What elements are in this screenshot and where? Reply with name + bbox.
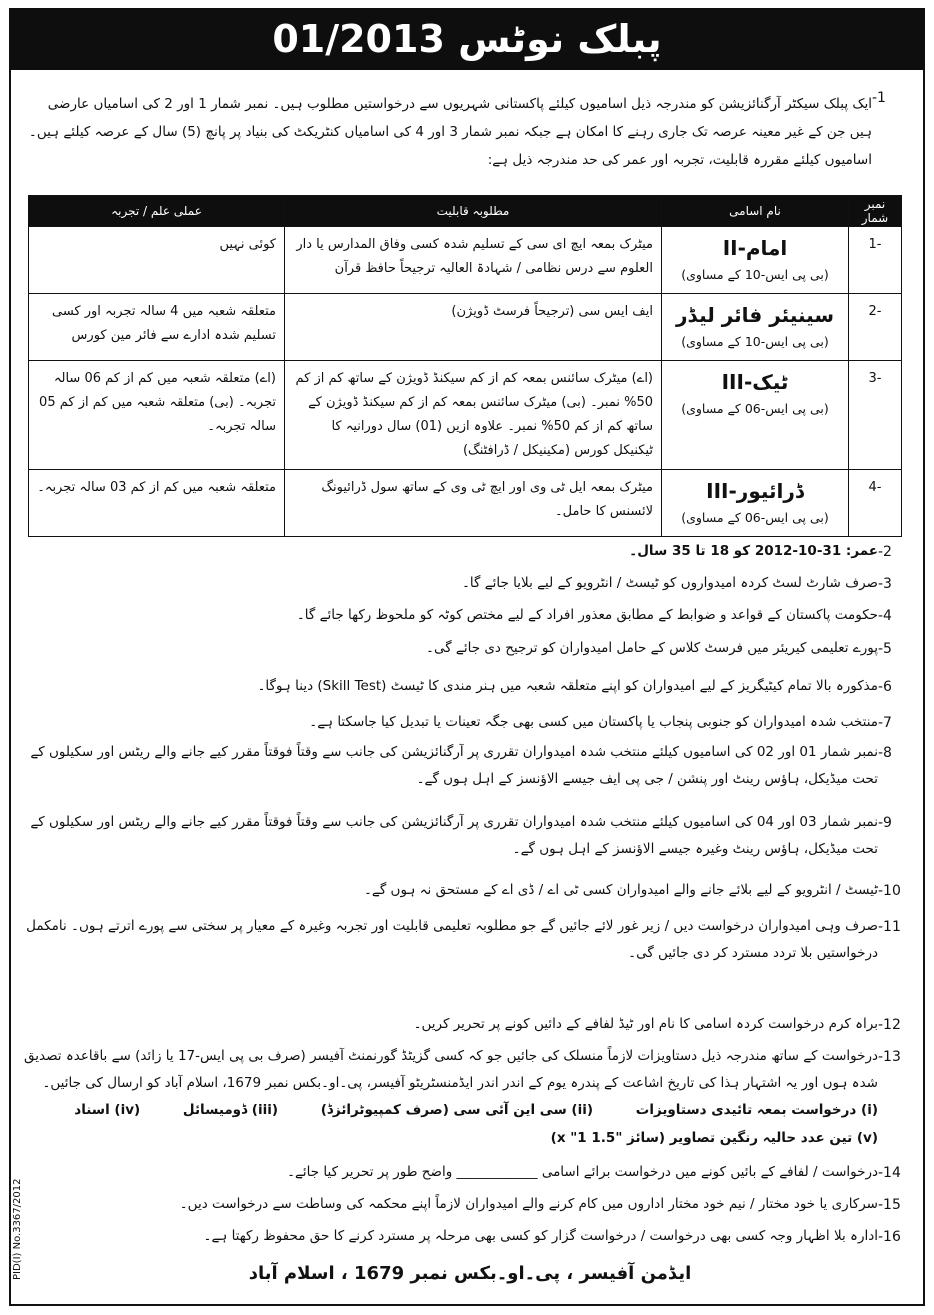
item-number: -4 xyxy=(878,608,892,624)
list-item: صرف وہی امیدواران درخواست دیں / زیر غور لائے جائیں گے جو مطلوبہ تعلیمی قابلیت اور تجربہ وغیرہ کے معیار پر سختی سے پورے اترتے ہوں۔ نامکمل درخواستیں بلا تردد مسترد کر دی جائیں گی۔ xyxy=(26,918,878,961)
table-row xyxy=(29,361,902,470)
list-item: نمبر شمار 01 اور 02 کی اسامیوں کیلئے منتخب شدہ امیدواران تقرری پر آرگنائزیشن کی جانب سے وقتاً فوقتاً مقرر کیے جانے والے ریٹس اور سکیلوں کے تحت میڈیکل، ہاؤس رینٹ اور پنشن / جی پی ایف جیسے الاؤنسز کے اہل ہوں گے۔ xyxy=(30,744,878,787)
notice-title: پبلک نوٹس 01/2013 xyxy=(9,8,925,70)
item-number: -11 xyxy=(878,919,901,935)
post-qualification: (اے) میٹرک سائنس بمعہ کم از کم سیکنڈ ڈویژن کے ساتھ کم از کم 50% نمبر۔ (بی) میٹرک سائنس بمعہ کم از کم سیکنڈ ڈویژن کے ساتھ کم از کم 50% نمبر۔ علاوہ ازیں (01) سال دورانیہ کا ٹیکنیکل کورس (مکینیکل / ڈرافٹنگ) xyxy=(285,361,662,470)
post-experience: کوئی نہیں xyxy=(29,227,285,294)
document-iv: (iv) اسناد xyxy=(74,1102,141,1118)
documents-list-2 xyxy=(22,1124,878,1152)
post-experience: (اے) متعلقہ شعبہ میں کم از کم 06 سالہ تجربہ۔ (بی) متعلقہ شعبہ میں کم از کم 05 سالہ تجربہ۔ xyxy=(29,361,285,470)
item-number: -12 xyxy=(878,1017,901,1033)
document-v: (v) تین عدد حالیہ رنگین تصاویر (سائز "1.5 x "1) xyxy=(550,1130,878,1146)
item-number: -16 xyxy=(878,1229,901,1245)
item-number: -2 xyxy=(878,544,892,560)
list-item: درخواست / لفافے کے بائیں کونے میں درخواست برائے اسامی ____________ واضح طور پر تحریر کیا جائے۔ xyxy=(287,1164,878,1180)
intro-number: -1 xyxy=(872,90,886,106)
post-qualification: میٹرک بمعہ ایچ ای سی کے تسلیم شدہ کسی وفاق المدارس یا دار العلوم سے درس نظامی / شہادۃ العالیہ ترجیحاً حافظ قرآن xyxy=(285,227,662,294)
row-sn: -4 xyxy=(849,470,902,537)
documents-list xyxy=(22,1096,878,1124)
header-sn: نمبر شمار xyxy=(849,196,902,227)
pid-number: PID(I) No.3367/2012 xyxy=(12,1178,23,1280)
posts-table xyxy=(28,195,902,537)
list-item: درخواست کے ساتھ مندرجہ ذیل دستاویزات لازماً منسلک کی جائیں جو کہ کسی گزیٹڈ گورنمنٹ آفیسر (صرف بی پی ایس-17 یا زائد) سے باقاعدہ تصدیق شدہ ہوں اور یہ اشتہار ہذا کی تاریخ اشاعت کے پندرہ یوم کے اندر اندر ایڈمنسٹریٹو آفیسر، پی۔او۔بکس نمبر 1679، اسلام آباد کو ارسال کی جائیں۔ xyxy=(23,1048,878,1091)
header-name: نام اسامی xyxy=(662,196,849,227)
list-item: براہ کرم درخواست کردہ اسامی کا نام اور ٹیڈ لفافے کے دائیں کونے پر تحریر کریں۔ xyxy=(413,1016,878,1032)
list-item: مذکورہ بالا تمام کیٹیگریز کے لیے امیدواران کو اپنے متعلقہ شعبہ میں ہنر مندی کا ٹیسٹ (Skill Test) دینا ہوگا۔ xyxy=(257,678,878,694)
post-qualification: ایف ایس سی (ترجیحاً فرسٹ ڈویژن) xyxy=(285,294,662,361)
row-sn: -2 xyxy=(849,294,902,361)
item-number: -14 xyxy=(878,1165,901,1181)
list-item: حکومت پاکستان کے قواعد و ضوابط کے مطابق معذور افراد کے لیے مختص کوٹہ کو ملحوظ رکھا جائے گا۔ xyxy=(296,607,878,623)
header-qualification: مطلوبہ قابلیت xyxy=(285,196,662,227)
list-item: ٹیسٹ / انٹرویو کے لیے بلائے جانے والے امیدواران کسی ٹی اے / ڈی اے کے مستحق نہ ہوں گے۔ xyxy=(364,882,878,898)
item-number: -9 xyxy=(878,815,892,831)
post-experience: متعلقہ شعبہ میں 4 سالہ تجربہ اور کسی تسلیم شدہ ادارے سے فائر مین کورس xyxy=(29,294,285,361)
post-scale: (بی پی ایس-06 کے مساوی) xyxy=(681,510,829,525)
list-item: صرف شارٹ لسٹ کردہ امیدواروں کو ٹیسٹ / انٹرویو کے لیے بلایا جائے گا۔ xyxy=(462,575,878,591)
table-row xyxy=(29,294,902,361)
item-number: -8 xyxy=(878,745,892,761)
age-limit: عمر: 31-10-2012 کو 18 تا 35 سال۔ xyxy=(629,543,878,559)
item-number: -3 xyxy=(878,576,892,592)
document-i: (i) درخواست بمعہ تائیدی دستاویزات xyxy=(635,1102,878,1118)
row-sn: -3 xyxy=(849,361,902,470)
post-scale: (بی پی ایس-06 کے مساوی) xyxy=(681,401,829,416)
table-row xyxy=(29,227,902,294)
intro-paragraph: ایک پبلک سیکٹر آرگنائزیشن کو مندرجہ ذیل اسامیوں کیلئے پاکستانی شہریوں سے درخواستیں مطلوب ہیں۔ نمبر شمار 1 اور 2 کی اسامیاں عارضی ہیں جن کے غیر معینہ عرصہ تک جاری رہنے کا امکان ہے جبکہ نمبر شمار 3 اور 4 کی اسامیاں کنٹریکٹ کی بنیاد پر پانچ (5) سال کے عرصہ کیلئے ہیں۔ اسامیوں کیلئے مقررہ قابلیت، تجربہ اور عمر کی حد مندرجہ ذیل ہے: xyxy=(28,96,872,168)
post-scale: (بی پی ایس-10 کے مساوی) xyxy=(681,267,829,282)
document-ii: (ii) سی این آئی سی (صرف کمپیوٹرائزڈ) xyxy=(320,1102,594,1118)
document-iii: (iii) ڈومیسائل xyxy=(182,1102,279,1118)
item-number: -15 xyxy=(878,1197,901,1213)
post-scale: (بی پی ایس-10 کے مساوی) xyxy=(681,334,829,349)
post-name: ڈرائیور-III xyxy=(706,479,804,503)
admin-office-address: ایڈمن آفیسر ، پی۔او۔بکس نمبر 1679 ، اسلام آباد xyxy=(248,1263,692,1284)
item-number: -7 xyxy=(878,715,892,731)
table-row xyxy=(29,470,902,537)
header-experience: عملی علم / تجربہ xyxy=(29,196,285,227)
list-item: ادارہ بلا اظہار وجہ کسی بھی درخواست / درخواست گزار کو کسی بھی مرحلہ پر مسترد کرنے کا حق محفوظ رکھتا ہے۔ xyxy=(203,1228,878,1244)
list-item: منتخب شدہ امیدواران کو جنوبی پنجاب یا پاکستان میں کسی بھی جگہ تعینات یا تبدیل کیا جاسکتا ہے۔ xyxy=(309,714,878,730)
post-name: امام-II xyxy=(722,236,788,260)
item-number: -13 xyxy=(878,1049,901,1065)
post-qualification: میٹرک بمعہ ایل ٹی وی اور ایچ ٹی وی کے ساتھ سول ڈرائیونگ لائسنس کا حامل۔ xyxy=(285,470,662,537)
list-item: سرکاری یا خود مختار / نیم خود مختار اداروں میں کام کرنے والے امیدواران لازماً اپنے محکمہ کی وساطت سے درخواست دیں۔ xyxy=(179,1196,878,1212)
post-experience: متعلقہ شعبہ میں کم از کم 03 سالہ تجربہ۔ xyxy=(29,470,285,537)
post-name: ٹیک-III xyxy=(721,370,789,394)
list-item: نمبر شمار 03 اور 04 کی اسامیوں کیلئے منتخب شدہ امیدواران تقرری پر آرگنائزیشن کی جانب سے وقتاً فوقتاً مقرر کیے جانے والے ریٹس اور سکیلوں کے تحت میڈیکل، ہاؤس رینٹ وغیرہ جیسے الاؤنسز کے اہل ہوں گے۔ xyxy=(30,814,878,857)
row-sn: -1 xyxy=(849,227,902,294)
item-number: -5 xyxy=(878,641,892,657)
item-number: -10 xyxy=(878,883,901,899)
list-item: پورے تعلیمی کیریئر میں فرسٹ کلاس کے حامل امیدواران کو ترجیح دی جائے گی۔ xyxy=(426,640,878,656)
item-number: -6 xyxy=(878,679,892,695)
post-name: سینیئر فائر لیڈر xyxy=(676,303,834,327)
